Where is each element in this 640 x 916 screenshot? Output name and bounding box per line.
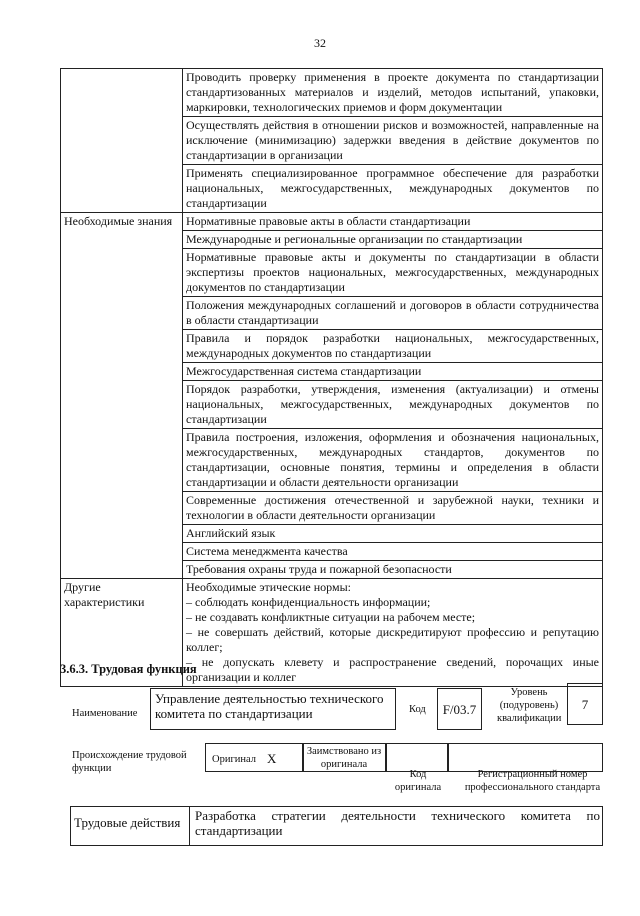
labor-actions-label: Трудовые действия xyxy=(74,815,181,830)
section-title: 3.6.3. Трудовая функция xyxy=(60,662,197,676)
knowledge-item: Межгосударственная система стандартизации xyxy=(183,363,603,381)
code-box xyxy=(437,688,482,730)
ethics-item: – соблюдать конфиденциальность информации; xyxy=(186,595,431,609)
name-label: Наименование xyxy=(72,708,138,719)
skill-item: Проводить проверку применения в проекте документа по стандартизации стандартизованных материалов и изделий, методов испытаний, упаковки, маркировки, технологических приемов и форм документации xyxy=(183,69,603,117)
skill-row xyxy=(61,69,603,117)
skill-item: Применять специализированное программное обеспечение для разработки национальных, межгосударственных, международных документов по стандартизации xyxy=(183,165,603,213)
knowledge-item: Требования охраны труда и пожарной безопасности xyxy=(183,561,603,579)
knowledge-item: Международные и региональные организации по стандартизации xyxy=(183,231,603,249)
knowledge-item: Порядок разработки, утверждения, изменения (актуализации) и отмены национальных, межгосударственных, международных документов по стандартизации xyxy=(183,381,603,429)
knowledge-item: Нормативные правовые акты в области стандартизации xyxy=(183,213,603,231)
knowledge-item: Система менеджмента качества xyxy=(183,543,603,561)
code-label: Код xyxy=(409,704,426,715)
reg-number-caption: Регистрационный номер профессионального стандарта xyxy=(464,769,601,793)
level-label: Уровень (подуровень) квалификации xyxy=(497,687,562,724)
function-name-value: Управление деятельностью технического комитета по стандартизации xyxy=(155,691,384,721)
knowledge-item: Нормативные правовые акты и документы по стандартизации в области экспертизы проектов национальных, межгосударственных, международных документов по стандартизации xyxy=(183,249,603,297)
ethics-item: – не совершать действий, которые дискредитируют профессию и репутацию коллег; xyxy=(186,625,599,654)
origin-label: Происхождение трудовой функции xyxy=(72,750,187,774)
origin-code-caption: Код оригинала xyxy=(394,769,442,793)
ethics-heading: Необходимые этические нормы: xyxy=(186,580,351,594)
function-name-box xyxy=(150,688,396,730)
labor-action-item: Разработка стратегии деятельности технического комитета по стандартизации xyxy=(195,808,600,838)
competency-table xyxy=(60,68,603,687)
skill-item: Осуществлять действия в отношении рисков и возможностей, направленные на исключение (минимизацию) задержки введения в действие документов по стандартизации в организации xyxy=(183,117,603,165)
skills-label-cell xyxy=(61,69,183,213)
knowledge-row xyxy=(61,213,603,231)
knowledge-item: Правила построения, изложения, оформления и обозначения национальных, межгосударственных, международных стандартов, документов по стандартизации, основные понятия, термины и определения в области стандартизации и области деятельности организации xyxy=(183,429,603,492)
code-value: F/03.7 xyxy=(442,702,477,717)
other-label: Другие характеристики xyxy=(61,579,183,687)
original-label: Оригинал xyxy=(212,754,256,765)
knowledge-item: Современные достижения отечественной и зарубежной науки, техники и технологии в области деятельности организации xyxy=(183,492,603,525)
knowledge-item: Правила и порядок разработки национальных, межгосударственных, международных документов по стандартизации xyxy=(183,330,603,363)
ethics-item: – не допускать клевету и распространение сведений, порочащих иные организации и коллег xyxy=(186,655,599,684)
level-value: 7 xyxy=(581,697,589,712)
borrowed-label: Заимствовано из оригинала xyxy=(306,746,382,770)
level-box xyxy=(567,683,603,725)
knowledge-label: Необходимые знания xyxy=(61,213,183,579)
ethics-item: – не создавать конфликтные ситуации на рабочем месте; xyxy=(186,610,476,624)
original-mark: X xyxy=(267,751,277,766)
other-content xyxy=(183,579,603,687)
page-number: 32 xyxy=(314,36,326,50)
knowledge-item: Положения международных соглашений и договоров в области сотрудничества в области стандартизации xyxy=(183,297,603,330)
knowledge-item: Английский язык xyxy=(183,525,603,543)
